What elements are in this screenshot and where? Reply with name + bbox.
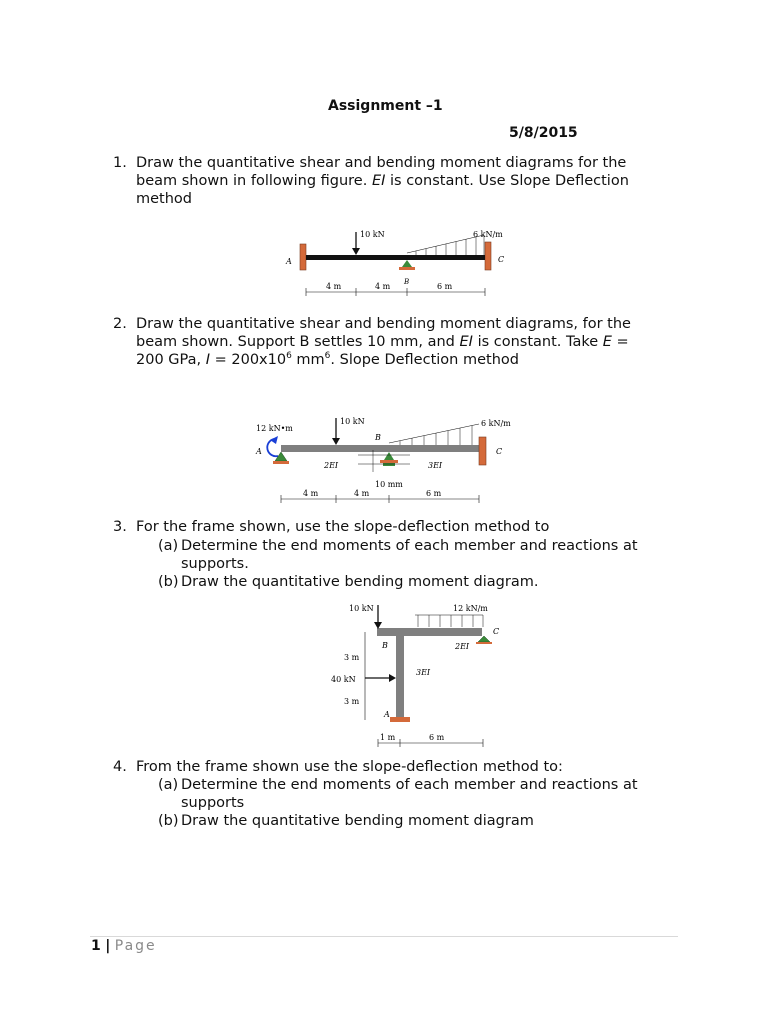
ei-column: 3EI bbox=[416, 668, 431, 677]
label-c: C bbox=[493, 627, 500, 636]
dim-3: 6 m bbox=[426, 489, 442, 498]
settlement-label: 10 mm bbox=[375, 480, 403, 489]
point-load-label: 10 kN bbox=[360, 230, 385, 239]
question-text: Draw the quantitative shear and bending moment diagrams, for the beam shown. Support B settles 10 mm, and EI is constant. Take E = 200 GPa, $I = 200x10^6$ $mm^6$. Slope Deflection method bbox=[136, 316, 631, 368]
label-b: B bbox=[382, 641, 388, 650]
dim-h-1: 1 m bbox=[380, 733, 396, 742]
frame-figure-3 bbox=[325, 600, 500, 750]
dim-v-2: 3 m bbox=[344, 697, 360, 706]
distributed-load bbox=[400, 426, 472, 446]
ei-left: 2EI bbox=[324, 461, 339, 470]
dim-h-2: 6 m bbox=[429, 733, 445, 742]
question-number: 3. bbox=[113, 519, 127, 535]
assignment-title: Assignment –1 bbox=[328, 98, 443, 114]
dim-1: 4 m bbox=[303, 489, 319, 498]
moment-label: 12 kN•m bbox=[256, 424, 293, 433]
beam-figure-2 bbox=[250, 412, 520, 507]
ei-beam: 2EI bbox=[455, 642, 470, 651]
frame-column bbox=[396, 636, 404, 718]
label-b: B bbox=[404, 278, 410, 286]
dim-3: 6 m bbox=[437, 282, 453, 291]
label-c: C bbox=[496, 447, 503, 456]
point-load-label: 10 kN bbox=[340, 417, 365, 426]
side-load-arrow bbox=[389, 674, 396, 682]
question-text: Draw the quantitative shear and bending moment diagrams for the beam shown in following figure. EI is constant. Use Slope Deflection method bbox=[136, 155, 629, 207]
question-number: 4. bbox=[113, 759, 127, 775]
label-c: C bbox=[498, 255, 505, 264]
footer-separator: | bbox=[105, 938, 111, 954]
fixed-support-a bbox=[300, 244, 306, 270]
ei-right: 3EI bbox=[428, 461, 443, 470]
point-load-arrow bbox=[332, 438, 340, 445]
side-load-label: 40 kN bbox=[331, 675, 356, 684]
fixed-support-c bbox=[485, 242, 491, 270]
question-number: 2. bbox=[113, 316, 127, 332]
assignment-date: 5/8/2015 bbox=[509, 125, 578, 141]
question-text: For the frame shown, use the slope-deflection method to bbox=[136, 519, 550, 535]
point-load-arrow bbox=[374, 622, 382, 629]
beam bbox=[281, 445, 479, 452]
beam bbox=[306, 255, 485, 260]
question-2 bbox=[113, 315, 733, 375]
label-a: A bbox=[256, 447, 262, 456]
label-a: A bbox=[384, 710, 390, 719]
question-number: 1. bbox=[113, 155, 127, 171]
question-4 bbox=[113, 758, 713, 778]
label-b: B bbox=[375, 433, 381, 442]
dist-load-label: 6 kN/m bbox=[481, 419, 511, 428]
fixed-support-c bbox=[479, 437, 486, 465]
question-1 bbox=[113, 154, 713, 214]
question-text: From the frame shown use the slope-deflection method to: bbox=[136, 759, 563, 775]
beam-figure-1 bbox=[280, 222, 505, 302]
label-a: A bbox=[286, 257, 292, 266]
distributed-load bbox=[418, 615, 483, 627]
point-load-label: 10 kN bbox=[349, 604, 374, 613]
pin-support-c bbox=[478, 636, 490, 642]
dim-2: 4 m bbox=[354, 489, 370, 498]
roller-support-b bbox=[402, 260, 412, 267]
page-footer bbox=[91, 938, 157, 954]
dim-v-1: 3 m bbox=[344, 653, 360, 662]
roller-support-b bbox=[384, 452, 394, 460]
fixed-support-a bbox=[390, 717, 410, 722]
dist-load-label: 6 kN/m bbox=[473, 230, 503, 239]
point-load-arrow bbox=[352, 248, 360, 255]
footer-rule bbox=[90, 936, 678, 937]
page-label: Page bbox=[114, 938, 157, 954]
dim-2: 4 m bbox=[375, 282, 391, 291]
dim-1: 4 m bbox=[326, 282, 342, 291]
frame-beam bbox=[377, 628, 482, 636]
question-3 bbox=[113, 518, 713, 538]
page-number: 1 bbox=[91, 938, 101, 954]
dist-load-label: 12 kN/m bbox=[453, 604, 488, 613]
